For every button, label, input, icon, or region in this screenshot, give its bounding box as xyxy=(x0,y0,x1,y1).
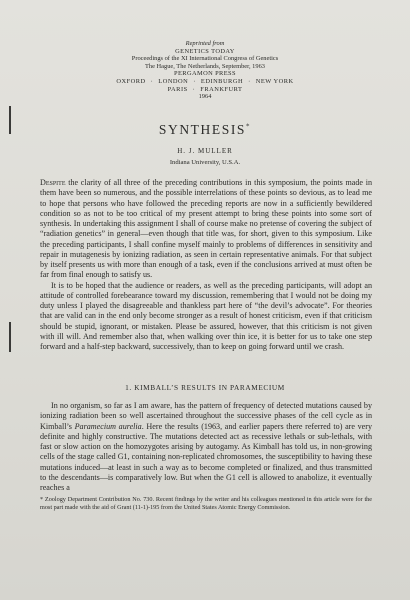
publication-name: GENETICS TODAY xyxy=(175,47,235,55)
article-title xyxy=(0,122,410,138)
paragraph-text: . Here the results (1963, and earlier papers there referred to) are very definite and highly constructive. The mutations detected act as recessive lethals or sub-lethals, with fast or slow action on the homozygotes arising by autogamy. As Kimball has told us, in non-growing cells of the stage called G1, containing non-replicated chromosomes, the susceptibility to having these mutations induced—at least in such a way as to become completed or finalized, and thus transmitted to the descendants—is comparatively low. But when the G1 cell is allowed to anabolize, it eventually reaches a xyxy=(40,421,373,492)
city: LONDON xyxy=(158,77,189,85)
section-body xyxy=(40,401,372,493)
city: PARIS xyxy=(167,85,188,93)
paragraph xyxy=(40,401,372,493)
drop-word: Despite xyxy=(40,178,66,187)
species-name: Paramecium aurelia xyxy=(74,421,142,431)
paragraph xyxy=(40,178,372,281)
publication-year: 1964 xyxy=(198,93,212,101)
author-name: H. J. MULLER xyxy=(177,147,233,155)
author-affiliation: Indiana University, U.S.A. xyxy=(169,159,241,166)
paragraph-text: the clarity of all three of the preceding contributions in this symposium, the points made in them have been so numerous, and the possible interrelations of these points so devious, as to lead me to hope that persons who have followed the preceding reports are now in a sufficiently bewildered condition so as not to be too critical of my present attempt to bring these points into some sort of synthesis. In undertaking this assignment I shall of course make no pretense of covering the subject of “radiation genetics” in general—even though that title was, for short, given to this symposium. Like the preceding participants, I shall confine myself mainly to problems of differences in sensitivity and repair in mutagenesis by ionizing radiation, as seen in certain representative animals. For that subject by itself presents us with more than enough of a task, even if the conclusions arrived at must often be far from final enough to satisfy us. xyxy=(40,178,372,280)
city: EDINBURGH xyxy=(200,77,244,85)
paragraph: It is to be hoped that the audience or readers, as well as the preceding participants, will adopt an attitude of controlled forebearance toward my discussion, remembering that I would not be doing my duty unless I played the disagreeable and thankless part here of “the devil’s advocate”. For theories that are valid can in the end only become stronger as a result of honest criticism, even if that criticism should be stupid, ignorant, or mistaken. Please be assured, however, that this criticism is not given with ill will. And remember also that, when walking over thin ice, it is better for us to take one step forward and a half-step backward, successively, than to keep on going forward until we crash. xyxy=(40,280,372,351)
city: OXFORD xyxy=(116,77,146,85)
proceedings-line: Proceedings of the XI International Congress of Genetics xyxy=(131,55,279,63)
city: NEW YORK xyxy=(255,77,294,85)
publisher-cities-2: PARIS · FRANKFURT xyxy=(167,85,243,93)
margin-pencil-mark xyxy=(9,322,11,352)
paragraph-text: In no organism, so far as I am aware, has the pattern of frequency of detected mutations caused by ionizing radiation been so well ascertained throughout the successive phases of the cell cycle as in Kimball’s xyxy=(40,401,372,431)
introduction xyxy=(40,178,372,352)
city: FRANKFURT xyxy=(200,85,243,93)
reprinted-from: Reprinted from xyxy=(185,40,225,47)
location-date-line: The Hague, The Netherlands, September, 1963 xyxy=(145,62,265,70)
footnote: * Zoology Department Contribution No. 730. Recent findings by the writer and his colleagues mentioned in this article were for the most part made with the aid of Grant (11-1)-195 from the United States Atomic Energy Commission. xyxy=(40,496,372,511)
publisher-cities-1: OXFORD · LONDON · EDINBURGH · NEW YORK xyxy=(116,77,294,85)
title-text: SYNTHESIS xyxy=(158,122,247,137)
reprint-header xyxy=(0,40,410,101)
title-footnote-mark: * xyxy=(246,122,252,131)
section-heading: 1. KIMBALL’S RESULTS IN PARAMECIUM xyxy=(125,383,285,392)
publisher-name: PERGAMON PRESS xyxy=(174,70,236,78)
